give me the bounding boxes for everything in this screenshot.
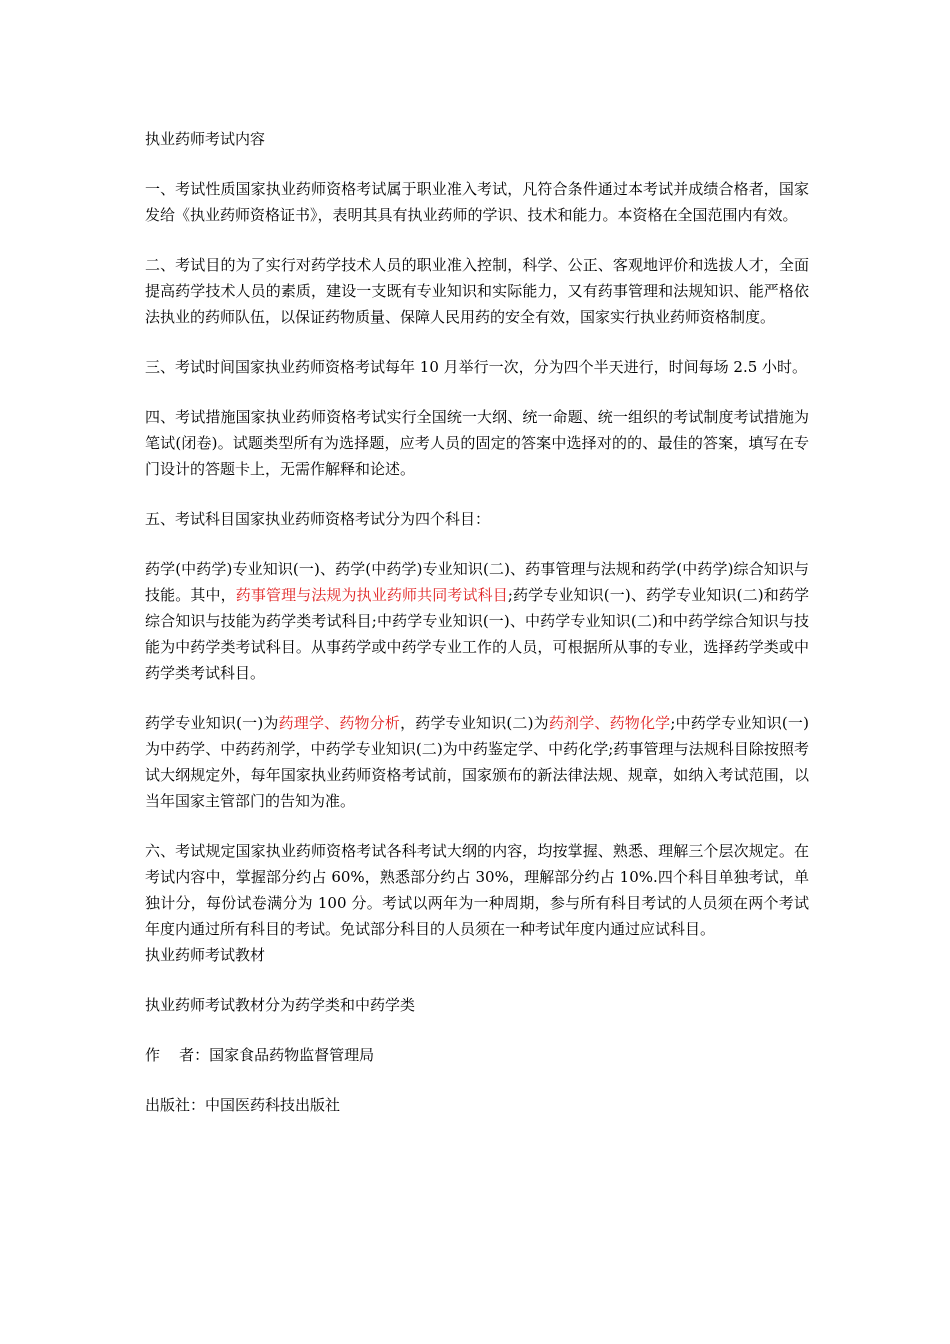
publisher-line: 出版社：中国医药科技出版社 [145,1096,341,1114]
subjects-text-1: 药学(中药学)专业知识(一)、药学(中药学)专业知识(二)、药事管理与法规和药学(中药学)综合知识与技能。其中， [145,560,809,604]
subjects-paragraph [145,556,809,686]
section-exam-rules: 六、考试规定国家执业药师资格考试各科考试大纲的内容，均按掌握、熟悉、理解三个层次规定。在考试内容中，掌握部分约占 60%，熟悉部分约占 30%，理解部分约占 10%.四个科目单独考试，单独计分，每份试卷满分为 100 分。考试以两年为一种周期，参与所有科目考试的人员须在两个考试年度内通过所有科目的考试。免试部分科目的人员须在一种考试年度内通过应试科目。 [145,842,809,938]
section-exam-time: 三、考试时间国家执业药师资格考试每年 10 月举行一次，分为四个半天进行，时间每场 2.5 小时。 [145,358,808,376]
highlight-pharmaceutics: 药剂学、药物化学 [548,714,671,732]
textbook-description: 执业药师考试教材分为药学类和中药学类 [145,996,416,1014]
detail-text-2: ，药学专业知识(二)为 [400,714,549,732]
subjects-detail-paragraph [145,710,809,814]
highlight-pharmacology: 药理学、药物分析 [278,714,401,732]
page-title: 执业药师考试内容 [145,130,266,148]
subjects-text-2: ;药学专业知识(一)、药学专业知识(二)和药学综合知识与技能为药学类考试科目;中药学专业知识(一)、中药学专业知识(二)和中药学综合知识与技能为中药学类考试科目。从事药学或中药学专业工作的人员，可根据所从事的专业，选择药学类或中药学类考试科目。 [145,586,809,682]
section-exam-subjects: 五、考试科目国家执业药师资格考试分为四个科目： [145,510,491,528]
textbook-heading: 执业药师考试教材 [145,946,266,964]
section-exam-nature: 一、考试性质国家执业药师资格考试属于职业准入考试，凡符合条件通过本考试并成绩合格者，国家发给《执业药师资格证书》，表明其具有执业药师的学识、技术和能力。本资格在全国范围内有效。 [145,180,809,224]
section-exam-purpose: 二、考试目的为了实行对药学技术人员的职业准入控制，科学、公正、客观地评价和选拔人才，全面提高药学技术人员的素质，建设一支既有专业知识和实际能力，又有药事管理和法规知识、能严格依法执业的药师队伍，以保证药物质量、保障人民用药的安全有效，国家实行执业药师资格制度。 [145,256,809,326]
document-body [145,126,809,1142]
detail-text-1: 药学专业知识(一)为 [145,714,279,732]
detail-text-3: ;中药学专业知识(一)为中药学、中药药剂学，中药学专业知识(二)为中药鉴定学、中药化学;药事管理与法规科目除按照考试大纲规定外，每年国家执业药师资格考试前，国家颁布的新法律法规、规章，如纳入考试范围，以当年国家主管部门的告知为准。 [145,714,809,810]
author-line: 作 者：国家食品药物监督管理局 [145,1046,375,1064]
section-exam-measures: 四、考试措施国家执业药师资格考试实行全国统一大纲、统一命题、统一组织的考试制度考试措施为笔试(闭卷)。试题类型所有为选择题，应考人员的固定的答案中选择对的的、最佳的答案，填写在专门设计的答题卡上，无需作解释和论述。 [145,408,809,478]
highlight-common-subject: 药事管理与法规为执业药师共同考试科目 [235,586,508,604]
